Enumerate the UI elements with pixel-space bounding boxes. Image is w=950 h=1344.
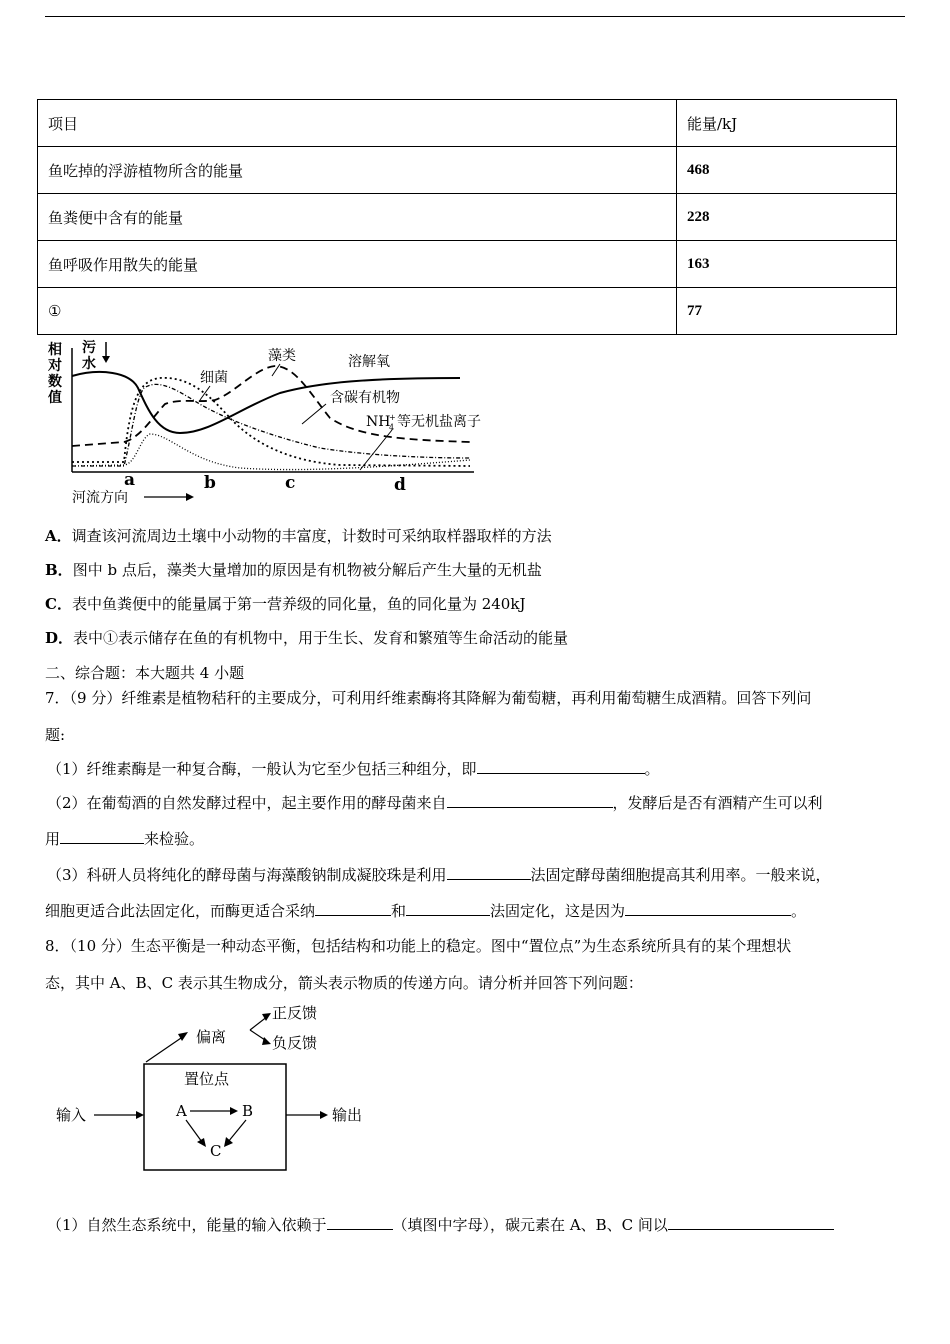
nh4-label-prefix: NH (366, 414, 391, 430)
bacteria-label: 细菌 (200, 370, 228, 386)
sewage-arrow-head (102, 356, 110, 363)
q8-line2: 态，其中 A、B、C 表示其生物成分，箭头表示物质的传递方向。请分析并回答下列问题： (45, 974, 643, 992)
q7-part2: （2）在葡萄酒的自然发酵过程中，起主要作用的酵母菌来自 ，发酵后是否有酒精产生可以利 (47, 794, 823, 812)
b-to-c-arrow-head (224, 1137, 233, 1147)
setpoint-diagram (50, 998, 390, 1178)
q7-part3: （3）科研人员将纯化的酵母菌与海藻酸钠制成凝胶珠是利用 法固定酵母菌细胞提高其利用率。一般来说， (47, 866, 831, 884)
answer-blank[interactable] (327, 1215, 393, 1230)
input-label: 输入 (56, 1106, 87, 1124)
ylabel-char: 相 (48, 342, 62, 358)
nh4-label-suffix: 等无机盐离子 (397, 414, 481, 430)
table-header-item: 项目 (38, 100, 677, 147)
table-row (38, 241, 897, 288)
option-b: B．图中 b 点后，藻类大量增加的原因是有机物被分解后产生大量的无机盐 (45, 561, 542, 579)
sewage-label: 水 (82, 356, 96, 372)
carbon-pointer (302, 404, 326, 424)
carbon-label: 含碳有机物 (330, 390, 400, 406)
answer-blank[interactable] (60, 829, 144, 844)
nh4-pointer (360, 430, 392, 470)
nh4-label-sup: + (389, 413, 396, 422)
river-pollution-chart (40, 338, 520, 508)
option-c: C．表中鱼粪便中的能量属于第一营养级的同化量，鱼的同化量为 240kJ (45, 595, 526, 613)
nh4-label-sub: 4 (389, 423, 395, 432)
point-label-b: b (204, 473, 216, 493)
output-label: 输出 (332, 1106, 363, 1124)
section-title: 二、综合题：本大题共 4 小题 (45, 664, 245, 682)
a-to-b-arrow-head (230, 1107, 238, 1115)
q7-part3-cont: 细胞更适合此法固定化，而酶更适合采纳 和 法固定化，这是因为 。 (45, 902, 807, 920)
point-label-d: d (394, 475, 406, 495)
table-cell: ① (38, 288, 677, 335)
q8-part1: （1）自然生态系统中，能量的输入依赖于 （填图中字母），碳元素在 A、B、C 间以 (47, 1214, 834, 1235)
table-cell: 鱼粪便中含有的能量 (38, 194, 677, 241)
table-cell: 鱼吃掉的浮游植物所含的能量 (38, 147, 677, 194)
ylabel-char: 值 (48, 390, 62, 406)
answer-blank[interactable] (447, 793, 613, 808)
positive-feedback-label: 正反馈 (272, 1004, 318, 1022)
x-direction-label: 河流方向 (72, 490, 128, 506)
top-rule (45, 16, 905, 17)
q7-part2-cont: 用 来检验。 (45, 830, 205, 848)
energy-table (37, 99, 897, 335)
answer-blank[interactable] (477, 759, 645, 774)
algae-label: 藻类 (268, 348, 296, 364)
direction-arrow-head (186, 493, 194, 501)
negative-feedback-label: 负反馈 (272, 1034, 318, 1052)
answer-blank[interactable] (447, 865, 531, 880)
deviation-arrow (146, 1036, 184, 1062)
table-cell: 468 (677, 147, 897, 194)
table-row (38, 147, 897, 194)
q7-line1: 7．（9 分）纤维素是植物秸秆的主要成分，可利用纤维素酶将其降解为葡萄糖，再利用葡萄糖生成酒精。回答下列问 (45, 689, 812, 707)
point-label-c: c (285, 473, 296, 493)
input-arrow-head (136, 1111, 144, 1119)
answer-blank[interactable] (315, 901, 391, 916)
setpoint-label: 置位点 (184, 1070, 230, 1088)
bacteria-pointer (200, 386, 210, 400)
table-cell: 77 (677, 288, 897, 335)
q7-part1: （1）纤维素酶是一种复合酶，一般认为它至少包括三种组分，即 。 (47, 760, 660, 778)
a-to-c-arrow (186, 1120, 202, 1142)
table-cell: 228 (677, 194, 897, 241)
q8-line1: 8．（10 分）生态平衡是一种动态平衡，包括结构和功能上的稳定。图中“置位点”为生态系统所具有的某个理想状 (45, 937, 792, 955)
sewage-label: 污 (82, 340, 96, 356)
a-to-c-arrow-head (197, 1138, 206, 1147)
deviation-label: 偏离 (196, 1028, 227, 1046)
b-to-c-arrow (228, 1120, 246, 1142)
ylabel-char: 数 (48, 374, 62, 390)
answer-blank[interactable] (406, 901, 490, 916)
node-c: C (210, 1142, 222, 1160)
option-d: D．表中①表示储存在鱼的有机物中，用于生长、发育和繁殖等生命活动的能量 (45, 629, 569, 647)
answer-blank[interactable] (668, 1215, 834, 1230)
node-a: A (176, 1102, 187, 1120)
point-label-a: a (124, 470, 136, 490)
table-row (38, 194, 897, 241)
oxygen-label: 溶解氧 (348, 354, 390, 370)
table-cell: 鱼呼吸作用散失的能量 (38, 241, 677, 288)
table-row (38, 288, 897, 335)
answer-blank[interactable] (625, 901, 791, 916)
q7-line2: 题: (45, 726, 66, 744)
output-arrow-head (320, 1111, 328, 1119)
ylabel-char: 对 (48, 358, 62, 374)
node-b: B (242, 1102, 254, 1120)
option-a: A．调查该河流周边土壤中小动物的丰富度，计数时可采纳取样器取样的方法 (45, 527, 552, 545)
table-header-energy: 能量/kJ (677, 100, 897, 147)
table-row (38, 100, 897, 147)
table-cell: 163 (677, 241, 897, 288)
